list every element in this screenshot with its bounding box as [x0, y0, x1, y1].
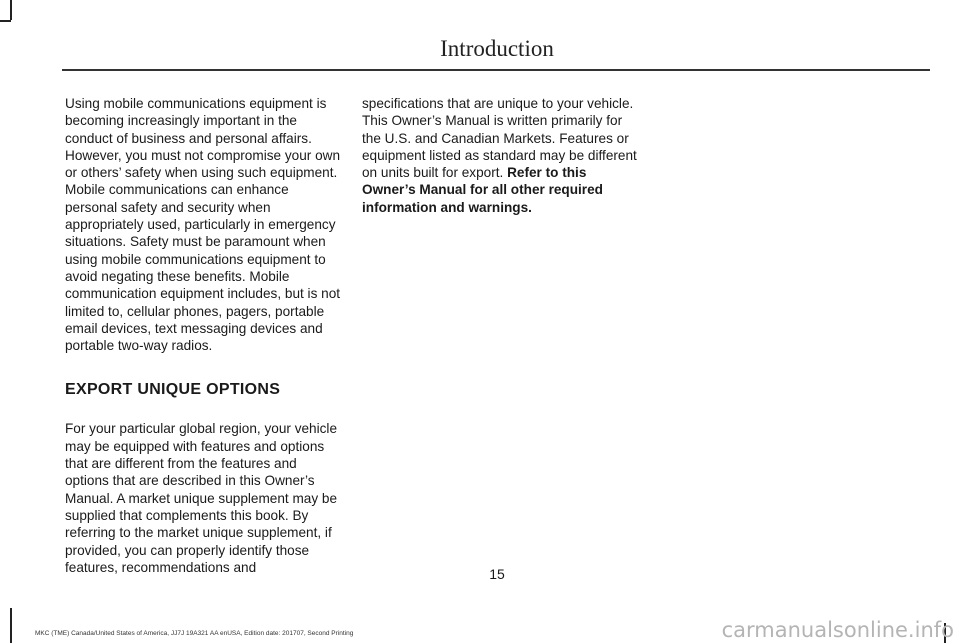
export-options-continued-paragraph	[362, 95, 638, 216]
export-options-heading: EXPORT UNIQUE OPTIONS	[65, 381, 281, 399]
page-number: 15	[489, 566, 505, 582]
header-rule	[62, 69, 930, 71]
crop-mark-top-left-horizontal	[0, 20, 11, 22]
bold-instruction: Refer to this Owner’s Manual for all other required information and warnings.	[362, 165, 603, 215]
continued-text: specifications that are unique to your vehicle. This Owner’s Manual is written primarily for the U.S. and Canadian Markets. Features or equipment listed as standard may be different on units built for export.	[362, 96, 637, 181]
mobile-communications-paragraph: Using mobile communications equipment is becoming increasingly important in the conduct of business and personal affairs. However, you must not compromise your own or others’ safety when using such equipment. Mobile communications can enhance personal safety and security when appropriately used, particularly in emergency situations. Safety must be paramount when using mobile communications equipment to avoid negating these benefits. Mobile communication equipment includes, but is not limited to, cellular phones, pagers, portable email devices, text messaging devices and portable two-way radios.	[65, 96, 341, 354]
left-column	[65, 95, 341, 576]
edition-info: MKC (TME) Canada/United States of America, JJ7J 19A321 AA enUSA, Edition date: 201707, Second Printing	[35, 630, 354, 637]
crop-mark-top-left-vertical	[10, 0, 12, 20]
right-column	[362, 95, 638, 216]
watermark: carmanualsonline.info	[721, 618, 954, 642]
crop-mark-bottom-left-vertical	[10, 608, 12, 643]
section-title: Introduction	[440, 36, 554, 61]
export-options-paragraph: For your particular global region, your vehicle may be equipped with features and options that are different from the features and options that are described in this Owner’s Manual. A market unique supplement may be supplied that complements this book. By referring to the market unique supplement, if provided, you can properly identify those features, recommendations and	[65, 421, 338, 575]
